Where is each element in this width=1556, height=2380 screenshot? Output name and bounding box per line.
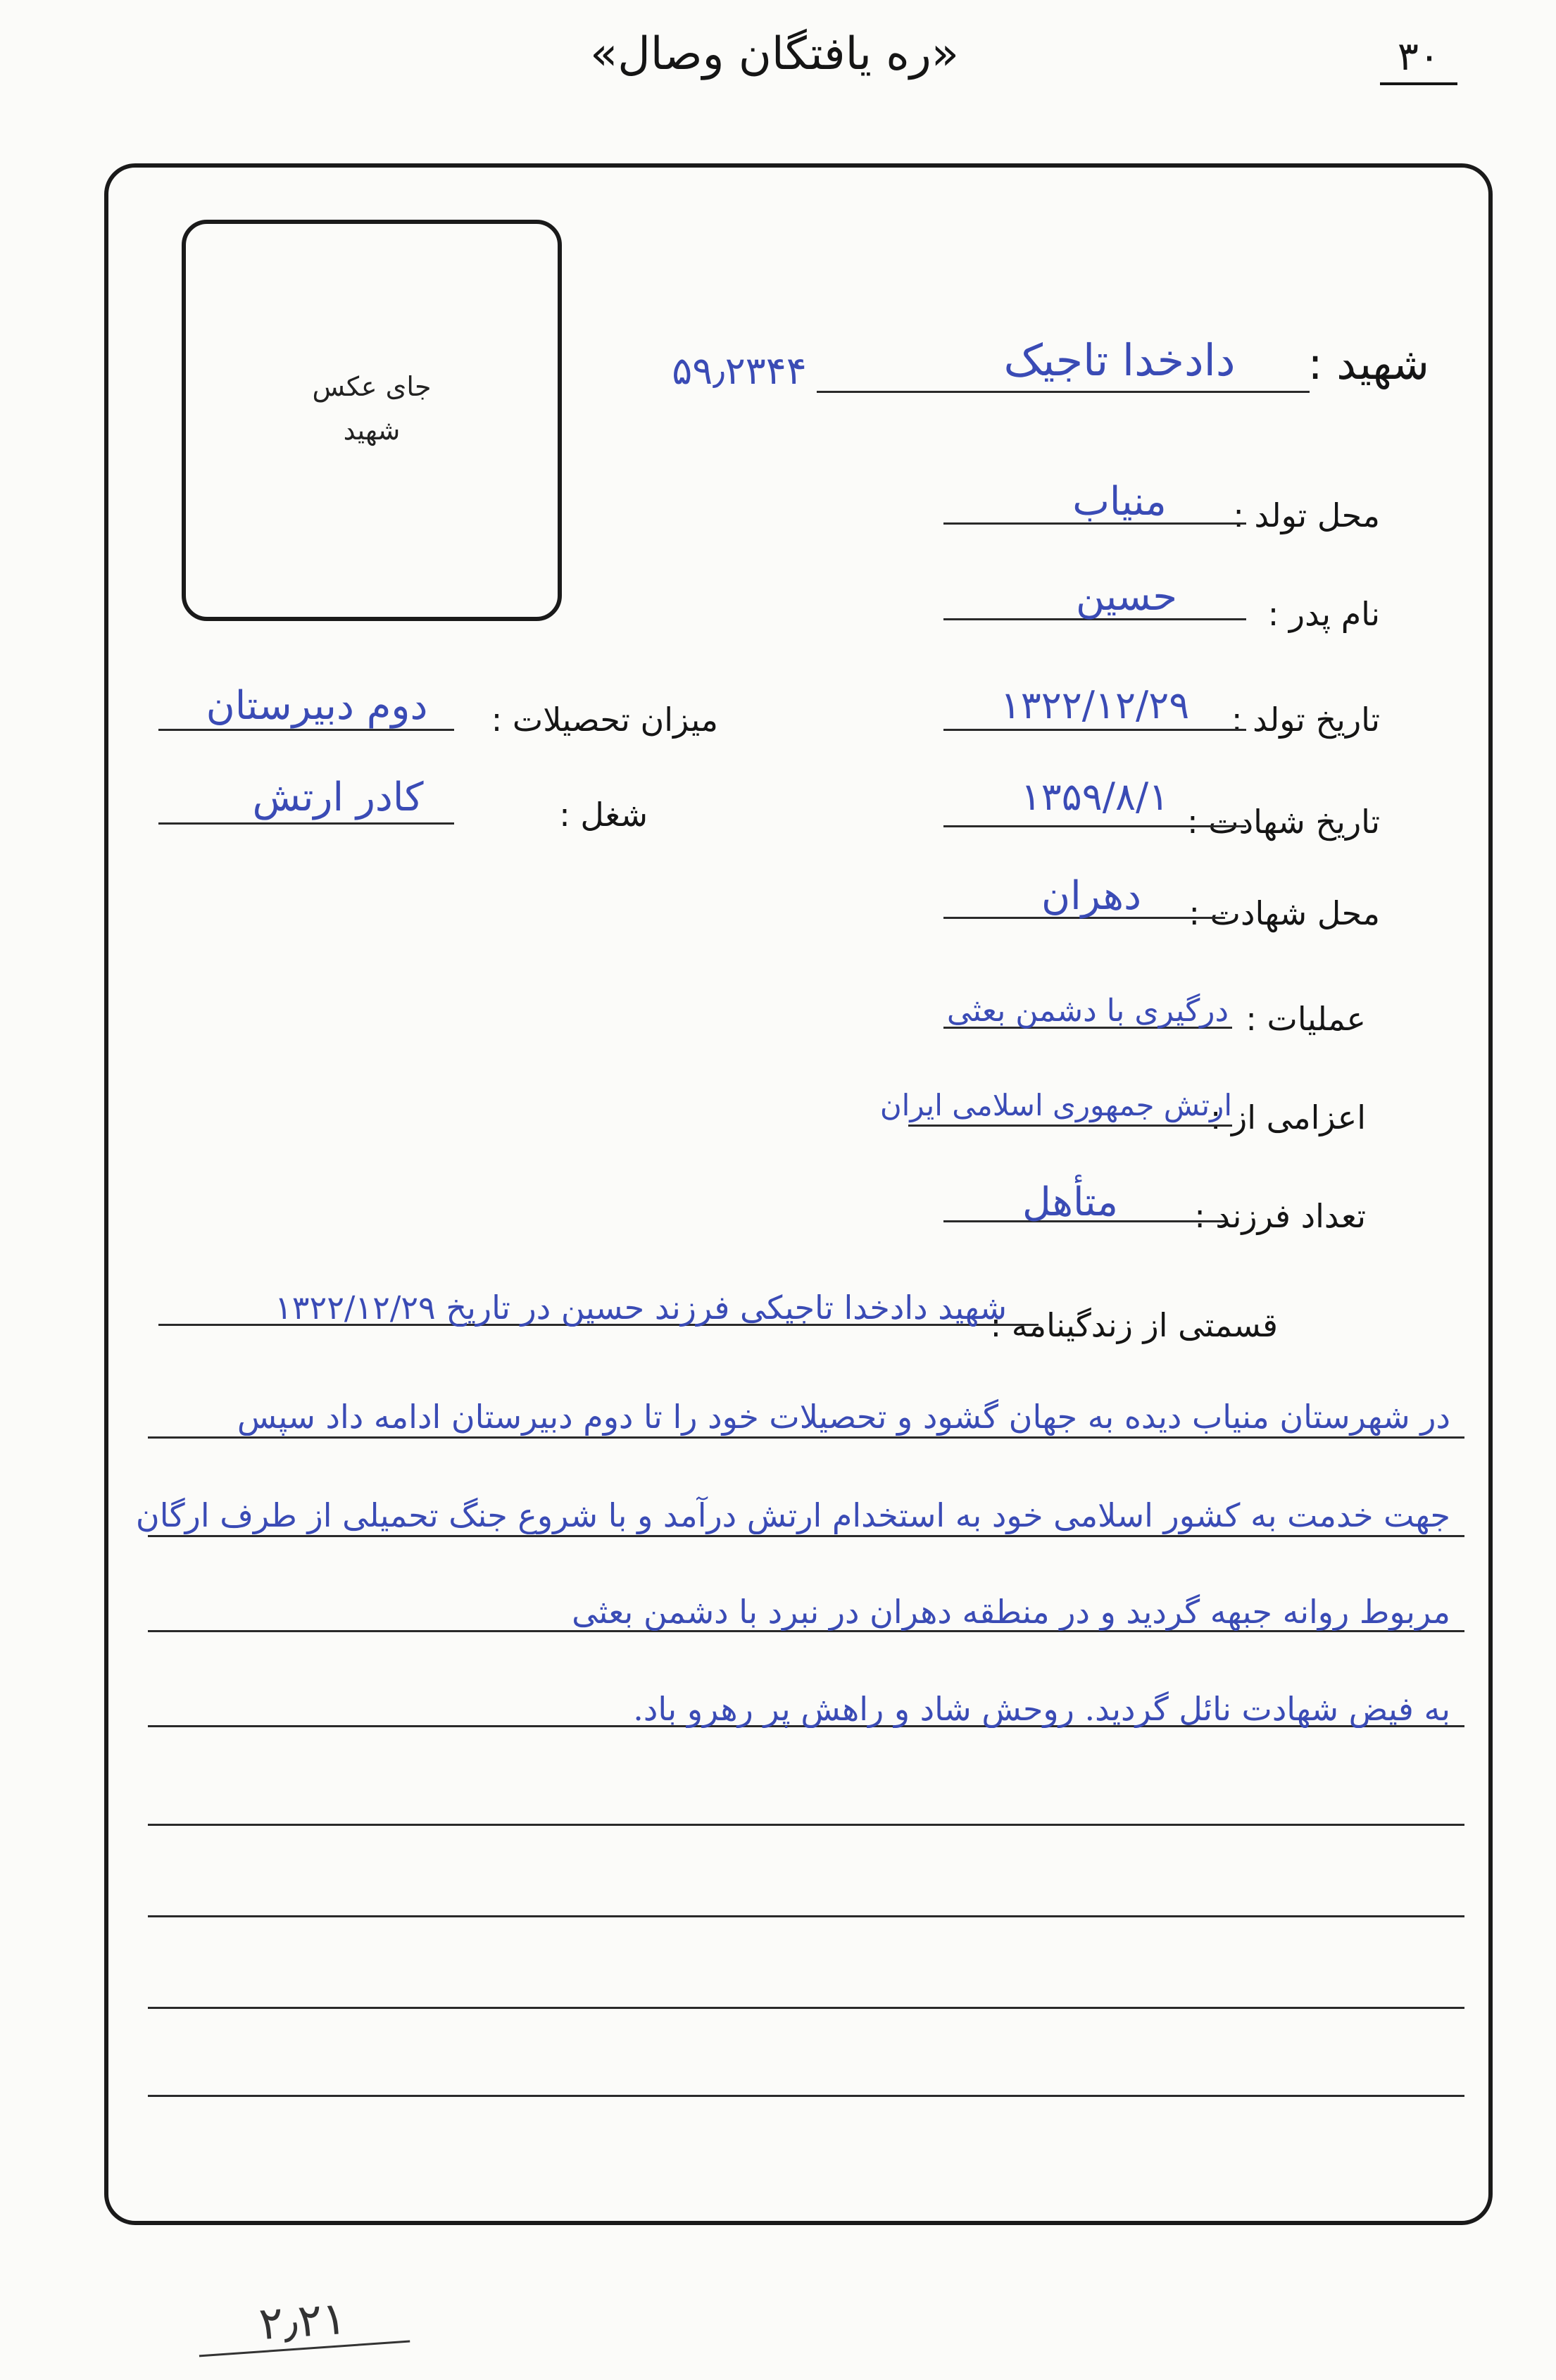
biography-line-4: مربوط روانه جبهه گردید و در منطقه دهران در نبرد با دشمن بعثی	[572, 1593, 1450, 1631]
biography-line-5: به فیض شهادت نائل گردید. روحش شاد و راهش پر رهرو باد.	[633, 1690, 1450, 1728]
father-value: حسین	[1075, 574, 1178, 620]
martyr-label: شهید :	[1307, 338, 1429, 389]
record-number: ۵۹٫۲۳۴۴	[672, 349, 807, 393]
biography-rule-7	[148, 1915, 1464, 1917]
education-label: میزان تحصیلات :	[491, 701, 718, 739]
occupation-value: کادر ارتش	[252, 775, 424, 820]
education-line	[158, 729, 454, 731]
birthplace-label: محل تولد :	[1233, 496, 1380, 534]
biography-rule-3	[148, 1535, 1464, 1537]
martyrdom-date-value: ۱۳۵۹/۸/۱	[1020, 775, 1169, 819]
education-value: دوم دبیرستان	[206, 683, 428, 729]
biography-line-3: جهت خدمت به کشور اسلامی خود به استخدام ارتش درآمد و با شروع جنگ تحمیلی از طرف ارگان	[135, 1496, 1450, 1534]
operation-label: عملیات :	[1246, 1000, 1366, 1038]
birthdate-line	[943, 729, 1246, 731]
biography-label: قسمتی از زندگینامه :	[990, 1306, 1278, 1344]
birthdate-label: تاریخ تولد :	[1231, 701, 1380, 739]
biography-rule-9	[148, 2095, 1464, 2097]
footer-handwritten-note: ۲٫۲۱	[196, 2288, 410, 2357]
page-number: ۳۰	[1380, 34, 1457, 85]
martyrdom-date-line	[943, 825, 1246, 827]
biography-rule-8	[148, 2007, 1464, 2009]
occupation-line	[158, 822, 454, 825]
martyrdom-date-label: تاریخ شهادت :	[1187, 803, 1380, 841]
children-label: تعداد فرزند :	[1194, 1197, 1366, 1235]
dispatched-by-label: اعزامی از :	[1210, 1098, 1366, 1136]
dispatched-by-value: ارتش جمهوری اسلامی ایران	[879, 1088, 1232, 1122]
biography-line-1: شهید دادخدا تاجیکی فرزند حسین در تاریخ ۱۳۲۲/۱۲/۲۹	[275, 1289, 1007, 1327]
martyrdom-place-value: دهران	[1041, 873, 1142, 919]
martyrdom-place-label: محل شهادت :	[1188, 894, 1380, 932]
photo-placeholder	[182, 220, 562, 621]
photo-placeholder-label: جای عکس شهید	[312, 371, 432, 446]
martyr-name-value: دادخدا تاجیک	[1003, 334, 1236, 386]
father-label: نام پدر :	[1267, 595, 1380, 633]
dispatched-by-line	[908, 1125, 1232, 1127]
children-value: متأهل	[1022, 1179, 1118, 1225]
birthdate-value: ۱۳۲۲/۱۲/۲۹	[1000, 683, 1190, 727]
biography-rule-2	[148, 1436, 1464, 1439]
operation-value: درگیری با دشمن بعثی	[946, 993, 1229, 1029]
biography-rule-6	[148, 1824, 1464, 1826]
birthplace-value: منیاب	[1072, 479, 1167, 525]
occupation-label: شغل :	[559, 796, 648, 834]
martyr-name-line	[817, 391, 1310, 393]
biography-line-2: در شهرستان منیاب دیده به جهان گشود و تحصیلات خود را تا دوم دبیرستان ادامه داد سپس	[237, 1398, 1450, 1436]
page-title: «ره یافتگان وصال»	[590, 28, 959, 80]
